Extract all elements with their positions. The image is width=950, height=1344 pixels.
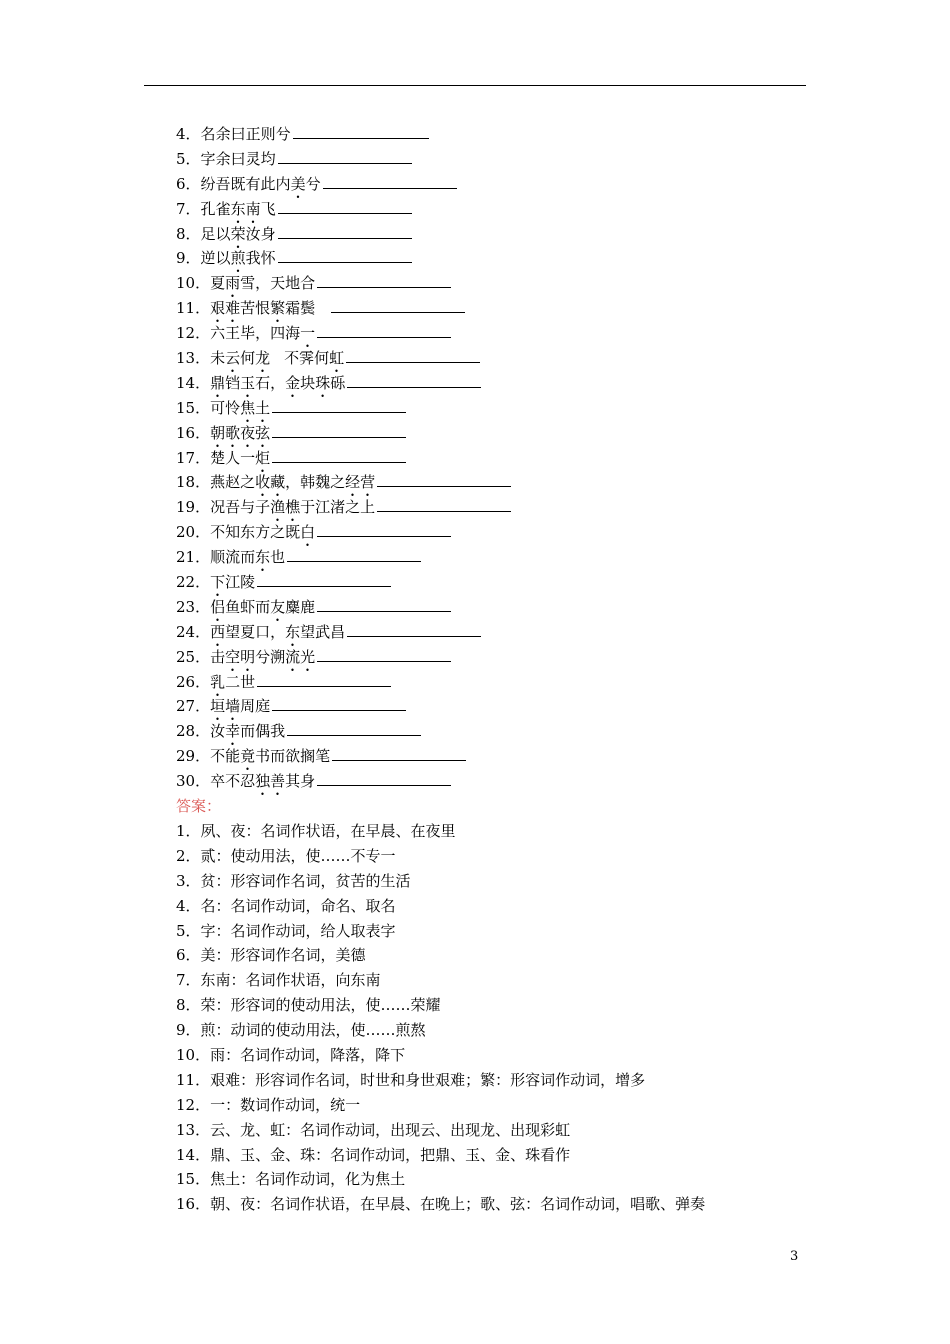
emphasized-word: 繁	[270, 299, 286, 318]
question-item	[176, 346, 796, 371]
answer-item: 8．荣：形容词的使动用法，使……荣耀	[176, 996, 441, 1015]
question-number: 18．	[176, 473, 211, 492]
answer-blank[interactable]	[272, 462, 406, 463]
question-item	[176, 645, 796, 670]
question-text: 六王毕，四海	[210, 324, 301, 343]
emphasized-word: 云	[225, 349, 241, 368]
question-number: 12．	[176, 324, 211, 343]
question-item	[176, 520, 796, 545]
question-item	[176, 246, 796, 271]
question-text: 麋鹿	[285, 597, 316, 616]
question-text: 二世	[225, 672, 256, 691]
question-text: 块	[300, 373, 316, 392]
question-number: 28．	[176, 722, 211, 741]
question-text: 字	[200, 149, 216, 168]
emphasized-word: 下	[210, 573, 226, 592]
question-item	[176, 122, 796, 147]
question-text: 余曰正则兮	[215, 125, 291, 143]
question-item	[176, 620, 796, 645]
emphasized-word: 白	[300, 523, 316, 542]
question-text: 霜鬓	[285, 299, 316, 318]
emphasized-word: 流光	[285, 647, 316, 666]
emphasized-word: 竟	[240, 747, 256, 766]
answer-blank[interactable]	[272, 437, 406, 438]
question-text: 兮	[305, 174, 321, 193]
emphasized-word: 渔	[270, 498, 286, 517]
question-text: 鱼虾而	[225, 597, 271, 616]
question-list	[176, 122, 796, 794]
question-number: 22．	[176, 573, 211, 592]
answer-blank[interactable]	[272, 710, 406, 711]
question-text: 望夏口，	[225, 622, 286, 641]
question-item	[176, 197, 796, 222]
answer-blank[interactable]	[331, 312, 465, 313]
answer-list	[176, 819, 796, 1217]
question-number: 11．	[176, 299, 211, 318]
emphasized-word: 玉	[240, 373, 256, 392]
question-text: 不能	[210, 747, 241, 766]
question-number: 10．	[176, 274, 211, 293]
question-text: 砾	[330, 373, 346, 392]
answer-blank[interactable]	[317, 785, 451, 786]
emphasized-word: 珠	[315, 373, 331, 392]
answer-item: 13．云、龙、虹：名词作动词，出现云、出现龙、出现彩虹	[176, 1120, 571, 1139]
question-text: 顺流而	[210, 548, 256, 567]
answer-item: 9．煎：动词的使动用法，使……煎熬	[176, 1021, 426, 1040]
answer-blank[interactable]	[377, 511, 511, 512]
answer-item: 1．夙、夜：名词作状语，在早晨、在夜里	[176, 821, 456, 840]
answer-item: 16．朝、夜：名词作状语，在早晨、在晚上；歌、弦：名词作动词，唱歌、弹奏	[176, 1195, 706, 1214]
question-text: 余曰灵均	[215, 149, 276, 168]
question-text: 卒不忍	[210, 772, 256, 791]
emphasized-word: 虹	[329, 349, 345, 368]
emphasized-word: 金	[285, 373, 301, 392]
question-text: 逆以	[200, 249, 231, 268]
answer-item: 14．鼎、玉、金、珠：名词作动词，把鼎、玉、金、珠看作	[176, 1145, 571, 1164]
answer-blank[interactable]	[317, 337, 451, 338]
emphasized-word: 歌	[225, 423, 241, 442]
question-item	[176, 570, 796, 595]
question-item	[176, 595, 796, 620]
question-number: 24．	[176, 622, 211, 641]
question-number: 13．	[176, 349, 211, 368]
answer-blank[interactable]	[323, 188, 457, 189]
question-text: 于江渚之上	[300, 498, 376, 517]
question-number: 26．	[176, 672, 211, 691]
emphasized-word: 一	[300, 324, 316, 343]
emphasized-word: 东南	[230, 199, 261, 218]
question-item	[176, 670, 796, 695]
emphasized-word: 空明	[225, 647, 256, 666]
question-text: 而偶我	[240, 722, 286, 741]
answer-blank[interactable]	[317, 661, 451, 662]
question-text: 周庭	[240, 697, 271, 716]
question-number: 29．	[176, 747, 211, 766]
question-item	[176, 470, 796, 495]
question-text: 可怜	[210, 398, 241, 417]
question-item	[176, 296, 796, 321]
question-text: 望武昌	[300, 622, 346, 641]
emphasized-word: 侣	[210, 597, 226, 616]
emphasized-word: 东	[285, 622, 301, 641]
question-text: 铛	[225, 373, 241, 392]
answer-blank[interactable]	[317, 611, 451, 612]
answer-blank[interactable]	[317, 287, 451, 288]
question-text: 汝	[210, 722, 226, 741]
question-text: 未	[210, 349, 226, 368]
question-text: 楚人一	[210, 448, 256, 467]
answer-blank[interactable]	[332, 760, 466, 761]
question-text: 兮溯	[255, 647, 286, 666]
question-item	[176, 271, 796, 296]
answer-item: 5．字：名词作动词，给人取表字	[176, 921, 396, 940]
document-body	[176, 122, 796, 1217]
emphasized-word: 艰难	[210, 299, 241, 318]
question-number: 17．	[176, 448, 211, 467]
question-text: 书而欲搁笔	[255, 747, 331, 766]
question-number: 14．	[176, 373, 211, 392]
question-number: 8．	[176, 224, 201, 243]
emphasized-word: 东	[255, 548, 271, 567]
question-text: 石，	[255, 373, 286, 392]
question-item	[176, 396, 796, 421]
emphasized-word: 煎	[230, 249, 246, 268]
question-item	[176, 545, 796, 570]
answer-blank[interactable]	[257, 686, 391, 687]
answer-blank[interactable]	[278, 238, 412, 239]
emphasized-word: 乳	[210, 672, 226, 691]
question-text: 燕赵之	[210, 473, 256, 492]
question-text: 击	[210, 647, 226, 666]
question-number: 9．	[176, 249, 201, 268]
answer-blank[interactable]	[293, 138, 429, 139]
question-number: 20．	[176, 523, 211, 542]
answer-item: 2．贰：使动用法，使……不专一	[176, 846, 396, 865]
question-text: 雪，天地合	[240, 274, 316, 293]
question-text: 我怀	[245, 249, 276, 268]
question-text: 夏	[210, 274, 226, 293]
answer-item: 3．贫：形容词作名词，贫苦的生活	[176, 871, 411, 890]
question-text: 不知东方之既	[210, 523, 301, 542]
header-rule	[144, 85, 806, 86]
answer-blank[interactable]	[287, 561, 421, 562]
emphasized-word: 幸	[225, 722, 241, 741]
question-item	[176, 446, 796, 471]
question-text: 不霁何	[284, 349, 330, 368]
answer-item: 6．美：形容词作名词，美德	[176, 946, 366, 965]
answer-blank[interactable]	[346, 362, 480, 363]
question-text: 纷吾既有此内	[200, 174, 291, 193]
question-item	[176, 321, 796, 346]
question-text: 苦恨	[240, 299, 271, 318]
question-number: 16．	[176, 423, 211, 442]
question-number: 27．	[176, 697, 211, 716]
answer-blank[interactable]	[317, 536, 451, 537]
emphasized-word: 收藏	[255, 473, 286, 492]
emphasized-word: 弦	[255, 423, 271, 442]
answer-blank[interactable]	[278, 262, 412, 263]
question-number: 7．	[176, 199, 201, 218]
emphasized-word: 朝	[210, 423, 226, 442]
answer-item: 7．东南：名词作状语，向东南	[176, 971, 381, 990]
question-number: 19．	[176, 498, 211, 517]
emphasized-word: 墙	[225, 697, 241, 716]
question-number: 23．	[176, 597, 211, 616]
answers-heading: 答案：	[176, 797, 222, 816]
question-text: 何	[240, 349, 256, 368]
question-text: 况吾与子	[210, 498, 271, 517]
question-item	[176, 147, 796, 172]
emphasized-word: 雨	[225, 274, 241, 293]
answer-item: 12．一：数词作动词，统一	[176, 1095, 361, 1114]
question-item	[176, 495, 796, 520]
question-item	[176, 222, 796, 247]
answer-item: 4．名：名词作动词，命名、取名	[176, 896, 396, 915]
question-number: 21．	[176, 548, 211, 567]
answer-blank[interactable]	[257, 586, 391, 587]
question-item	[176, 371, 796, 396]
answer-item: 11．艰难：形容词作名词，时世和身世艰难；繁：形容词作动词，增多	[176, 1070, 646, 1089]
question-text: 足以	[200, 224, 231, 243]
emphasized-word: 焦土	[240, 398, 271, 417]
emphasized-word: 鼎	[210, 373, 226, 392]
question-text: 江陵	[225, 573, 256, 592]
emphasized-word: 夜	[240, 423, 256, 442]
emphasized-word: 龙	[255, 349, 271, 368]
emphasized-word: 西	[210, 622, 226, 641]
answer-blank[interactable]	[347, 387, 481, 388]
question-number: 15．	[176, 398, 211, 417]
emphasized-word: 独善	[255, 772, 286, 791]
emphasized-word: 炬	[255, 448, 271, 467]
answer-blank[interactable]	[278, 163, 412, 164]
emphasized-word: 经营	[345, 473, 376, 492]
question-number: 25．	[176, 647, 211, 666]
question-text: 汝身	[245, 224, 276, 243]
page-number: 3	[790, 1249, 799, 1264]
emphasized-word: 樵	[285, 498, 301, 517]
question-text: 也	[270, 548, 286, 567]
question-number: 4．	[176, 125, 201, 143]
question-item	[176, 719, 796, 744]
emphasized-word: 美	[290, 174, 306, 193]
emphasized-word: 友	[270, 597, 286, 616]
question-text: 名	[200, 125, 216, 143]
answer-blank[interactable]	[347, 636, 481, 637]
question-item	[176, 694, 796, 719]
answer-item: 15．焦土：名词作动词，化为焦土	[176, 1170, 406, 1189]
question-item	[176, 769, 796, 794]
question-number: 5．	[176, 149, 201, 168]
emphasized-word: 荣	[230, 224, 246, 243]
question-number: 30．	[176, 772, 211, 791]
emphasized-word: 垣	[210, 697, 226, 716]
question-item	[176, 744, 796, 769]
question-text: 孔雀	[200, 199, 231, 218]
answer-item: 10．雨：名词作动词，降落，降下	[176, 1045, 406, 1064]
question-text: 飞	[260, 199, 276, 218]
question-text: ，韩魏之	[285, 473, 346, 492]
question-item	[176, 172, 796, 197]
answer-blank[interactable]	[287, 735, 421, 736]
question-number: 6．	[176, 174, 201, 193]
question-text: 其身	[285, 772, 316, 791]
answer-blank[interactable]	[272, 412, 406, 413]
question-item	[176, 421, 796, 446]
answer-blank[interactable]	[278, 213, 412, 214]
answer-blank[interactable]	[377, 486, 511, 487]
